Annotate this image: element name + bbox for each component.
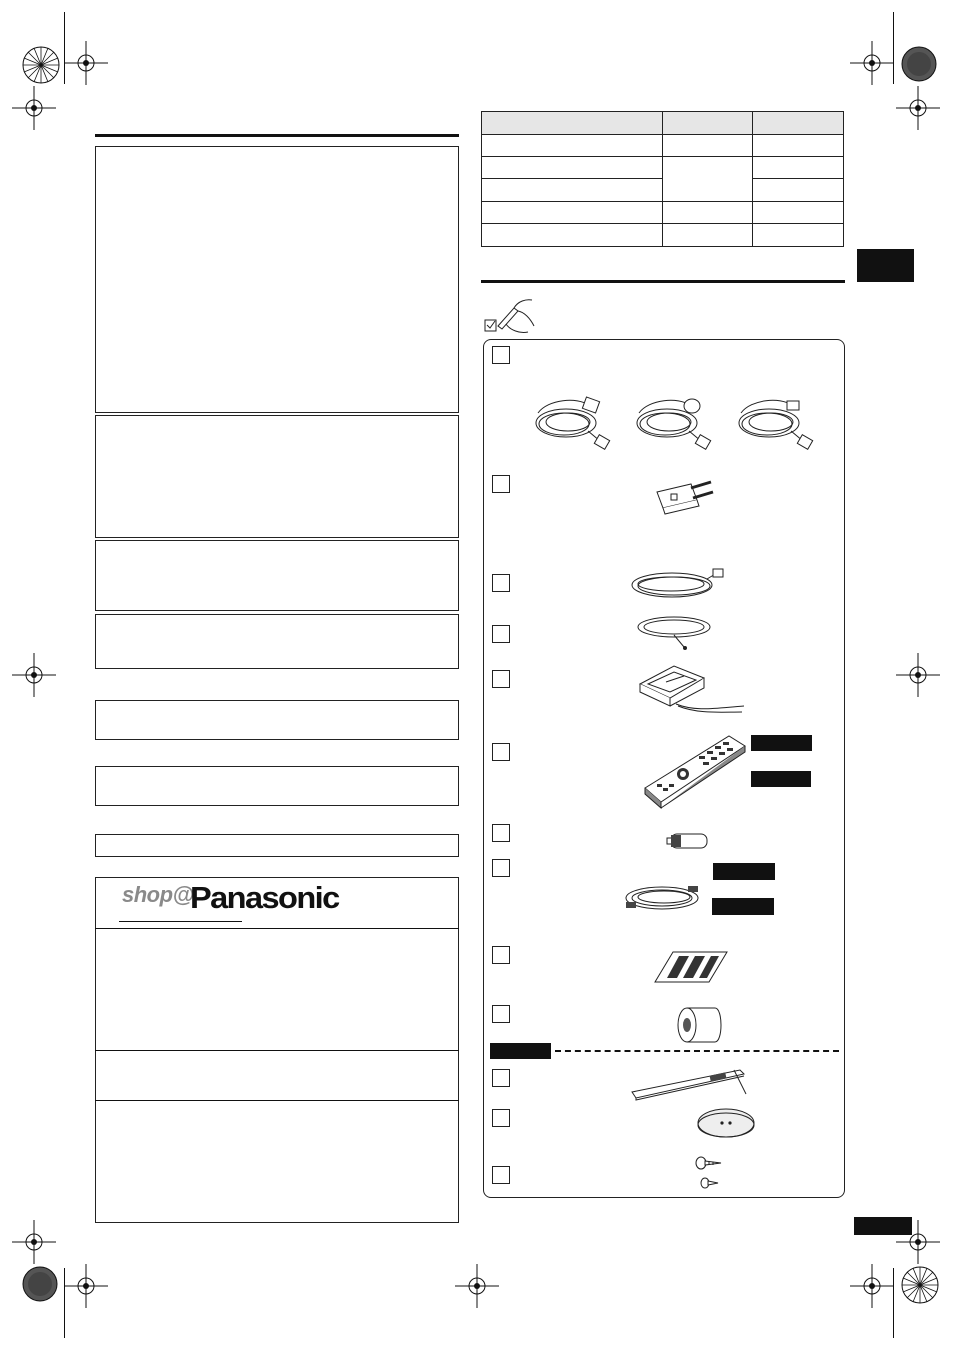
trim-line	[893, 1268, 894, 1338]
power-cord-icon	[629, 393, 711, 455]
info-box-1	[95, 146, 459, 413]
accessory-checkbox[interactable]	[492, 743, 510, 761]
fm-antenna-icon	[627, 565, 727, 605]
info-box-2	[95, 415, 459, 538]
table-cell	[752, 156, 844, 179]
panasonic-logo: Panasonic	[190, 880, 339, 915]
speaker-base-icon	[696, 1107, 756, 1139]
accessory-checkbox[interactable]	[492, 346, 510, 364]
plug-adaptor-icon	[651, 474, 719, 516]
registration-target-icon	[22, 1266, 58, 1302]
crosshair-icon	[896, 86, 940, 130]
table-cell	[752, 223, 844, 247]
accessory-checkbox[interactable]	[492, 625, 510, 643]
accessory-checkbox[interactable]	[492, 1166, 510, 1184]
table-cell	[662, 134, 753, 157]
language-tab	[857, 249, 914, 282]
table-cell	[752, 111, 844, 135]
remote-control-icon	[643, 732, 747, 808]
am-loop-antenna-icon	[636, 662, 748, 716]
table-cell	[481, 201, 663, 224]
crosshair-icon	[64, 1264, 108, 1308]
registration-target-icon	[901, 1266, 939, 1304]
shop-box-divider-3	[95, 1100, 459, 1101]
crosshair-icon	[64, 41, 108, 85]
registration-target-icon	[22, 46, 60, 84]
info-box-7	[95, 834, 459, 857]
registration-target-icon	[901, 46, 937, 82]
model-label-block	[751, 771, 811, 787]
trim-line	[64, 1268, 65, 1338]
table-cell	[752, 134, 844, 157]
speaker-stand-pole-icon	[630, 1066, 748, 1102]
shop-box-divider-2	[95, 1050, 459, 1051]
accessory-checkbox[interactable]	[492, 574, 510, 592]
screw-icon	[700, 1176, 720, 1190]
table-cell	[752, 178, 844, 202]
info-box-3	[95, 540, 459, 611]
table-cell	[752, 201, 844, 224]
shop-logo-prefix: shop@	[122, 882, 194, 907]
table-cell	[481, 111, 663, 135]
table-cell	[662, 111, 753, 135]
table-cell	[481, 223, 663, 247]
table-cell	[662, 223, 753, 247]
power-cord-icon	[528, 393, 610, 455]
table-cell	[481, 178, 663, 202]
table-cell	[662, 201, 753, 224]
crosshair-icon	[12, 86, 56, 130]
speaker-cable-icon	[622, 880, 708, 916]
sticker-sheet-icon	[653, 950, 729, 984]
section-heading-rule	[95, 134, 459, 137]
model-label-block	[713, 863, 775, 880]
info-box-6	[95, 766, 459, 806]
accessory-checkbox[interactable]	[492, 475, 510, 493]
crosshair-icon	[896, 653, 940, 697]
crosshair-icon	[12, 1220, 56, 1264]
accessory-checkbox[interactable]	[492, 946, 510, 964]
model-label-block	[712, 898, 774, 915]
crosshair-icon	[12, 653, 56, 697]
speaker-cable-icon	[634, 611, 716, 651]
info-box-4	[95, 614, 459, 669]
accessory-checkbox[interactable]	[492, 824, 510, 842]
crosshair-icon	[455, 1264, 499, 1308]
page-number-block	[854, 1217, 912, 1235]
trim-line	[64, 12, 65, 84]
trim-line	[893, 12, 894, 84]
table-cell	[662, 156, 753, 202]
crosshair-icon	[850, 41, 894, 85]
model-label-block	[751, 735, 812, 751]
accessory-checkbox[interactable]	[492, 1109, 510, 1127]
pen-check-icon	[484, 296, 540, 336]
accessory-checkbox[interactable]	[492, 670, 510, 688]
table-cell	[481, 156, 663, 179]
dashed-divider	[555, 1050, 839, 1052]
battery-icon	[665, 832, 711, 850]
accessory-checkbox[interactable]	[492, 1069, 510, 1087]
info-box-5	[95, 700, 459, 740]
model-label-block	[490, 1043, 551, 1059]
accessories-heading-rule	[481, 280, 845, 283]
accessory-checkbox[interactable]	[492, 859, 510, 877]
ferrite-core-icon	[675, 1006, 725, 1044]
shop-box-divider-1	[95, 928, 459, 929]
logo-underline	[119, 921, 242, 922]
crosshair-icon	[850, 1264, 894, 1308]
accessory-checkbox[interactable]	[492, 1005, 510, 1023]
power-cord-icon	[731, 393, 813, 455]
table-cell	[481, 134, 663, 157]
screw-icon	[695, 1155, 723, 1171]
